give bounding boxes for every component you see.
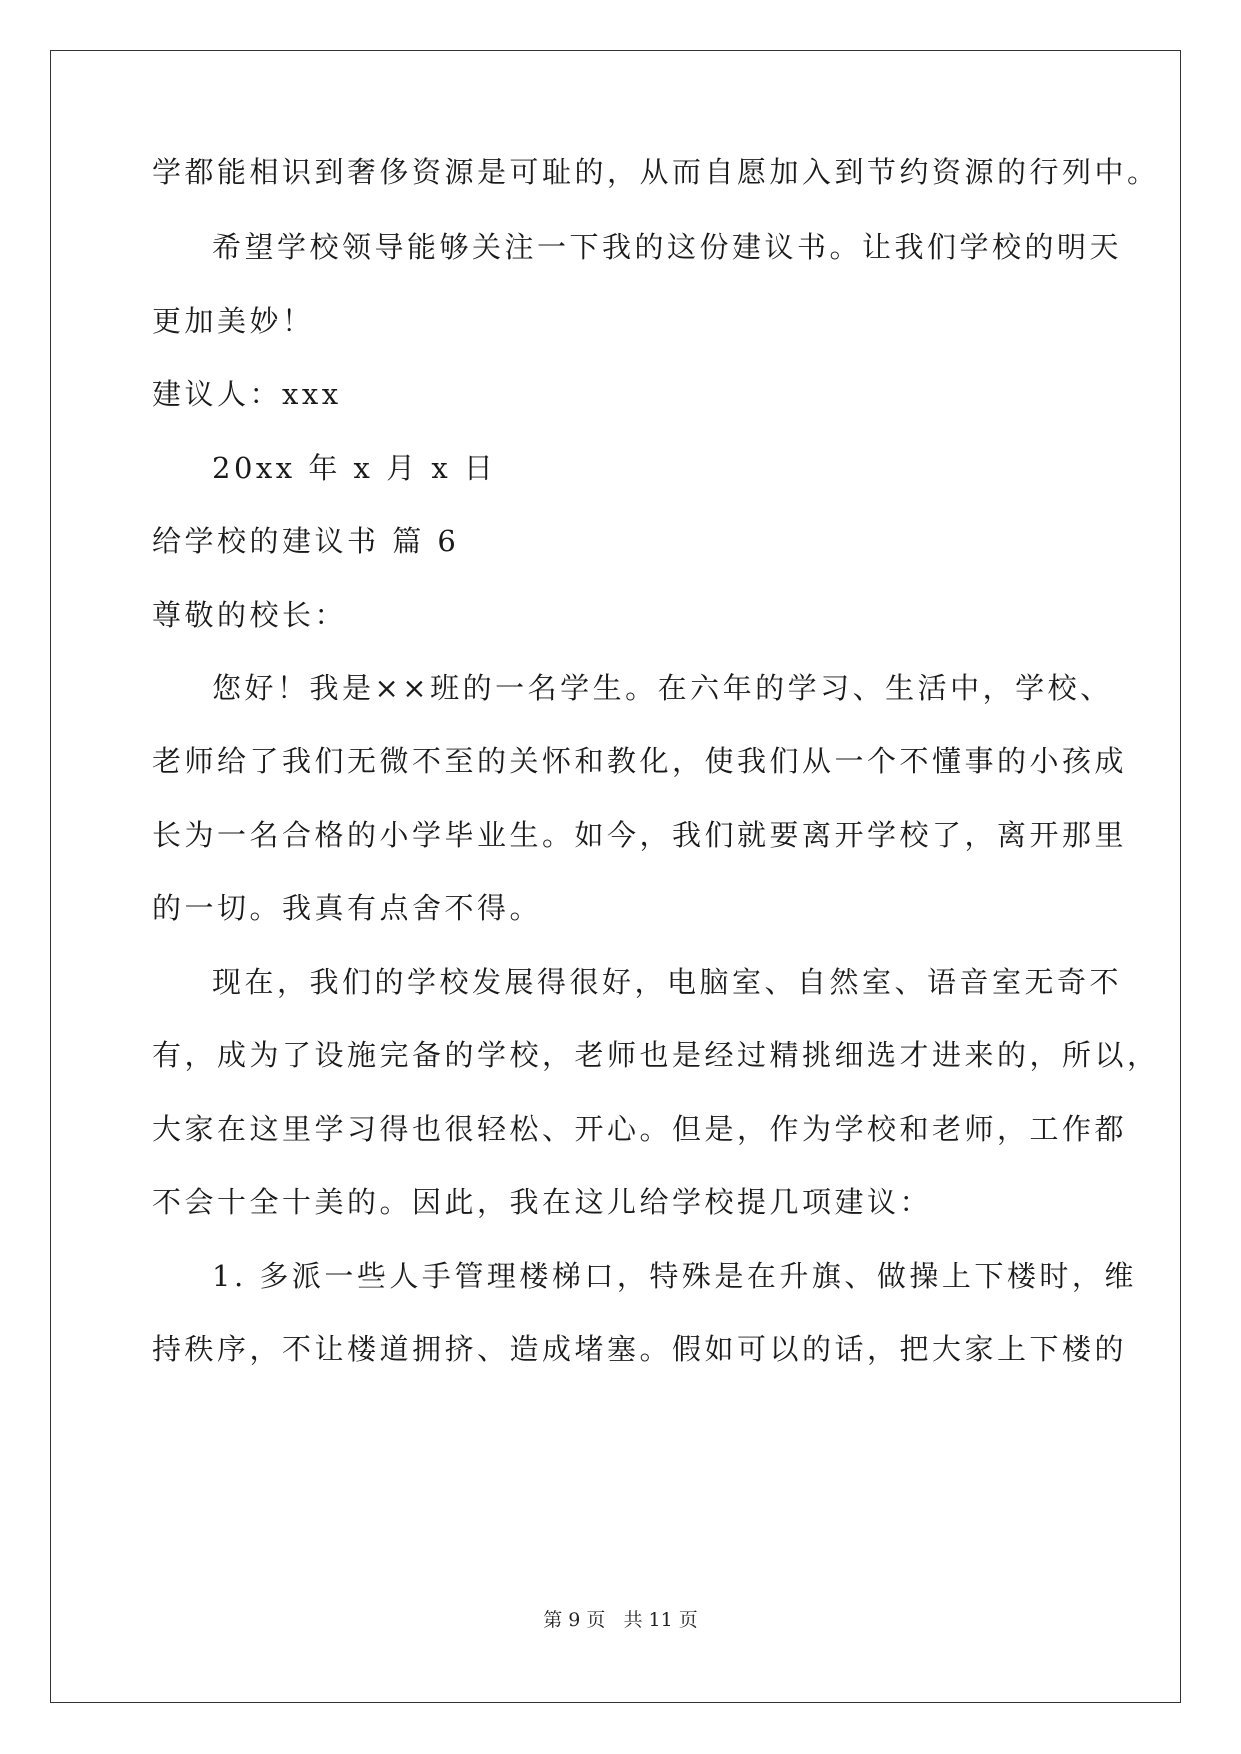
body-line-7: 的一切。我真有点舍不得。 <box>152 891 543 925</box>
section-title: 给学校的建议书 篇 6 <box>152 524 460 558</box>
body-line-2: 希望学校领导能够关注一下我的这份建议书。让我们学校的明天 <box>212 230 1123 264</box>
body-line-5: 老师给了我们无微不至的关怀和教化，使我们从一个不懂事的小孩成 <box>152 744 1128 778</box>
body-line-1: 学都能相识到奢侈资源是可耻的，从而自愿加入到节约资源的行列中。 <box>152 155 1160 189</box>
body-line-13: 持秩序，不让楼道拥挤、造成堵塞。假如可以的话，把大家上下楼的 <box>152 1332 1128 1366</box>
page-number: 第 9 页 <box>543 1609 606 1631</box>
body-line-6: 长为一名合格的小学毕业生。如今，我们就要离开学校了，离开那里 <box>152 818 1128 852</box>
page-total: 共 11 页 <box>623 1609 698 1631</box>
page-border <box>50 50 1181 1703</box>
body-line-9: 有，成为了设施完备的学校，老师也是经过精挑细选才进来的，所以， <box>152 1038 1160 1072</box>
body-line-8: 现在，我们的学校发展得很好，电脑室、自然室、语音室无奇不 <box>212 965 1123 999</box>
signature-line: 建议人：xxx <box>152 377 342 411</box>
body-line-10: 大家在这里学习得也很轻松、开心。但是，作为学校和老师，工作都 <box>152 1112 1128 1146</box>
date-line: 20xx 年 x 月 x 日 <box>212 451 497 485</box>
salutation: 尊敬的校长： <box>152 598 348 632</box>
page-footer <box>0 1605 1241 1632</box>
body-line-11: 不会十全十美的。因此，我在这儿给学校提几项建议： <box>152 1185 933 1219</box>
body-line-12: 1. 多派一些人手管理楼梯口，特殊是在升旗、做操上下楼时，维 <box>212 1259 1137 1293</box>
body-line-3: 更加美妙！ <box>152 304 315 338</box>
body-line-4: 您好！我是××班的一名学生。在六年的学习、生活中，学校、 <box>212 671 1113 705</box>
